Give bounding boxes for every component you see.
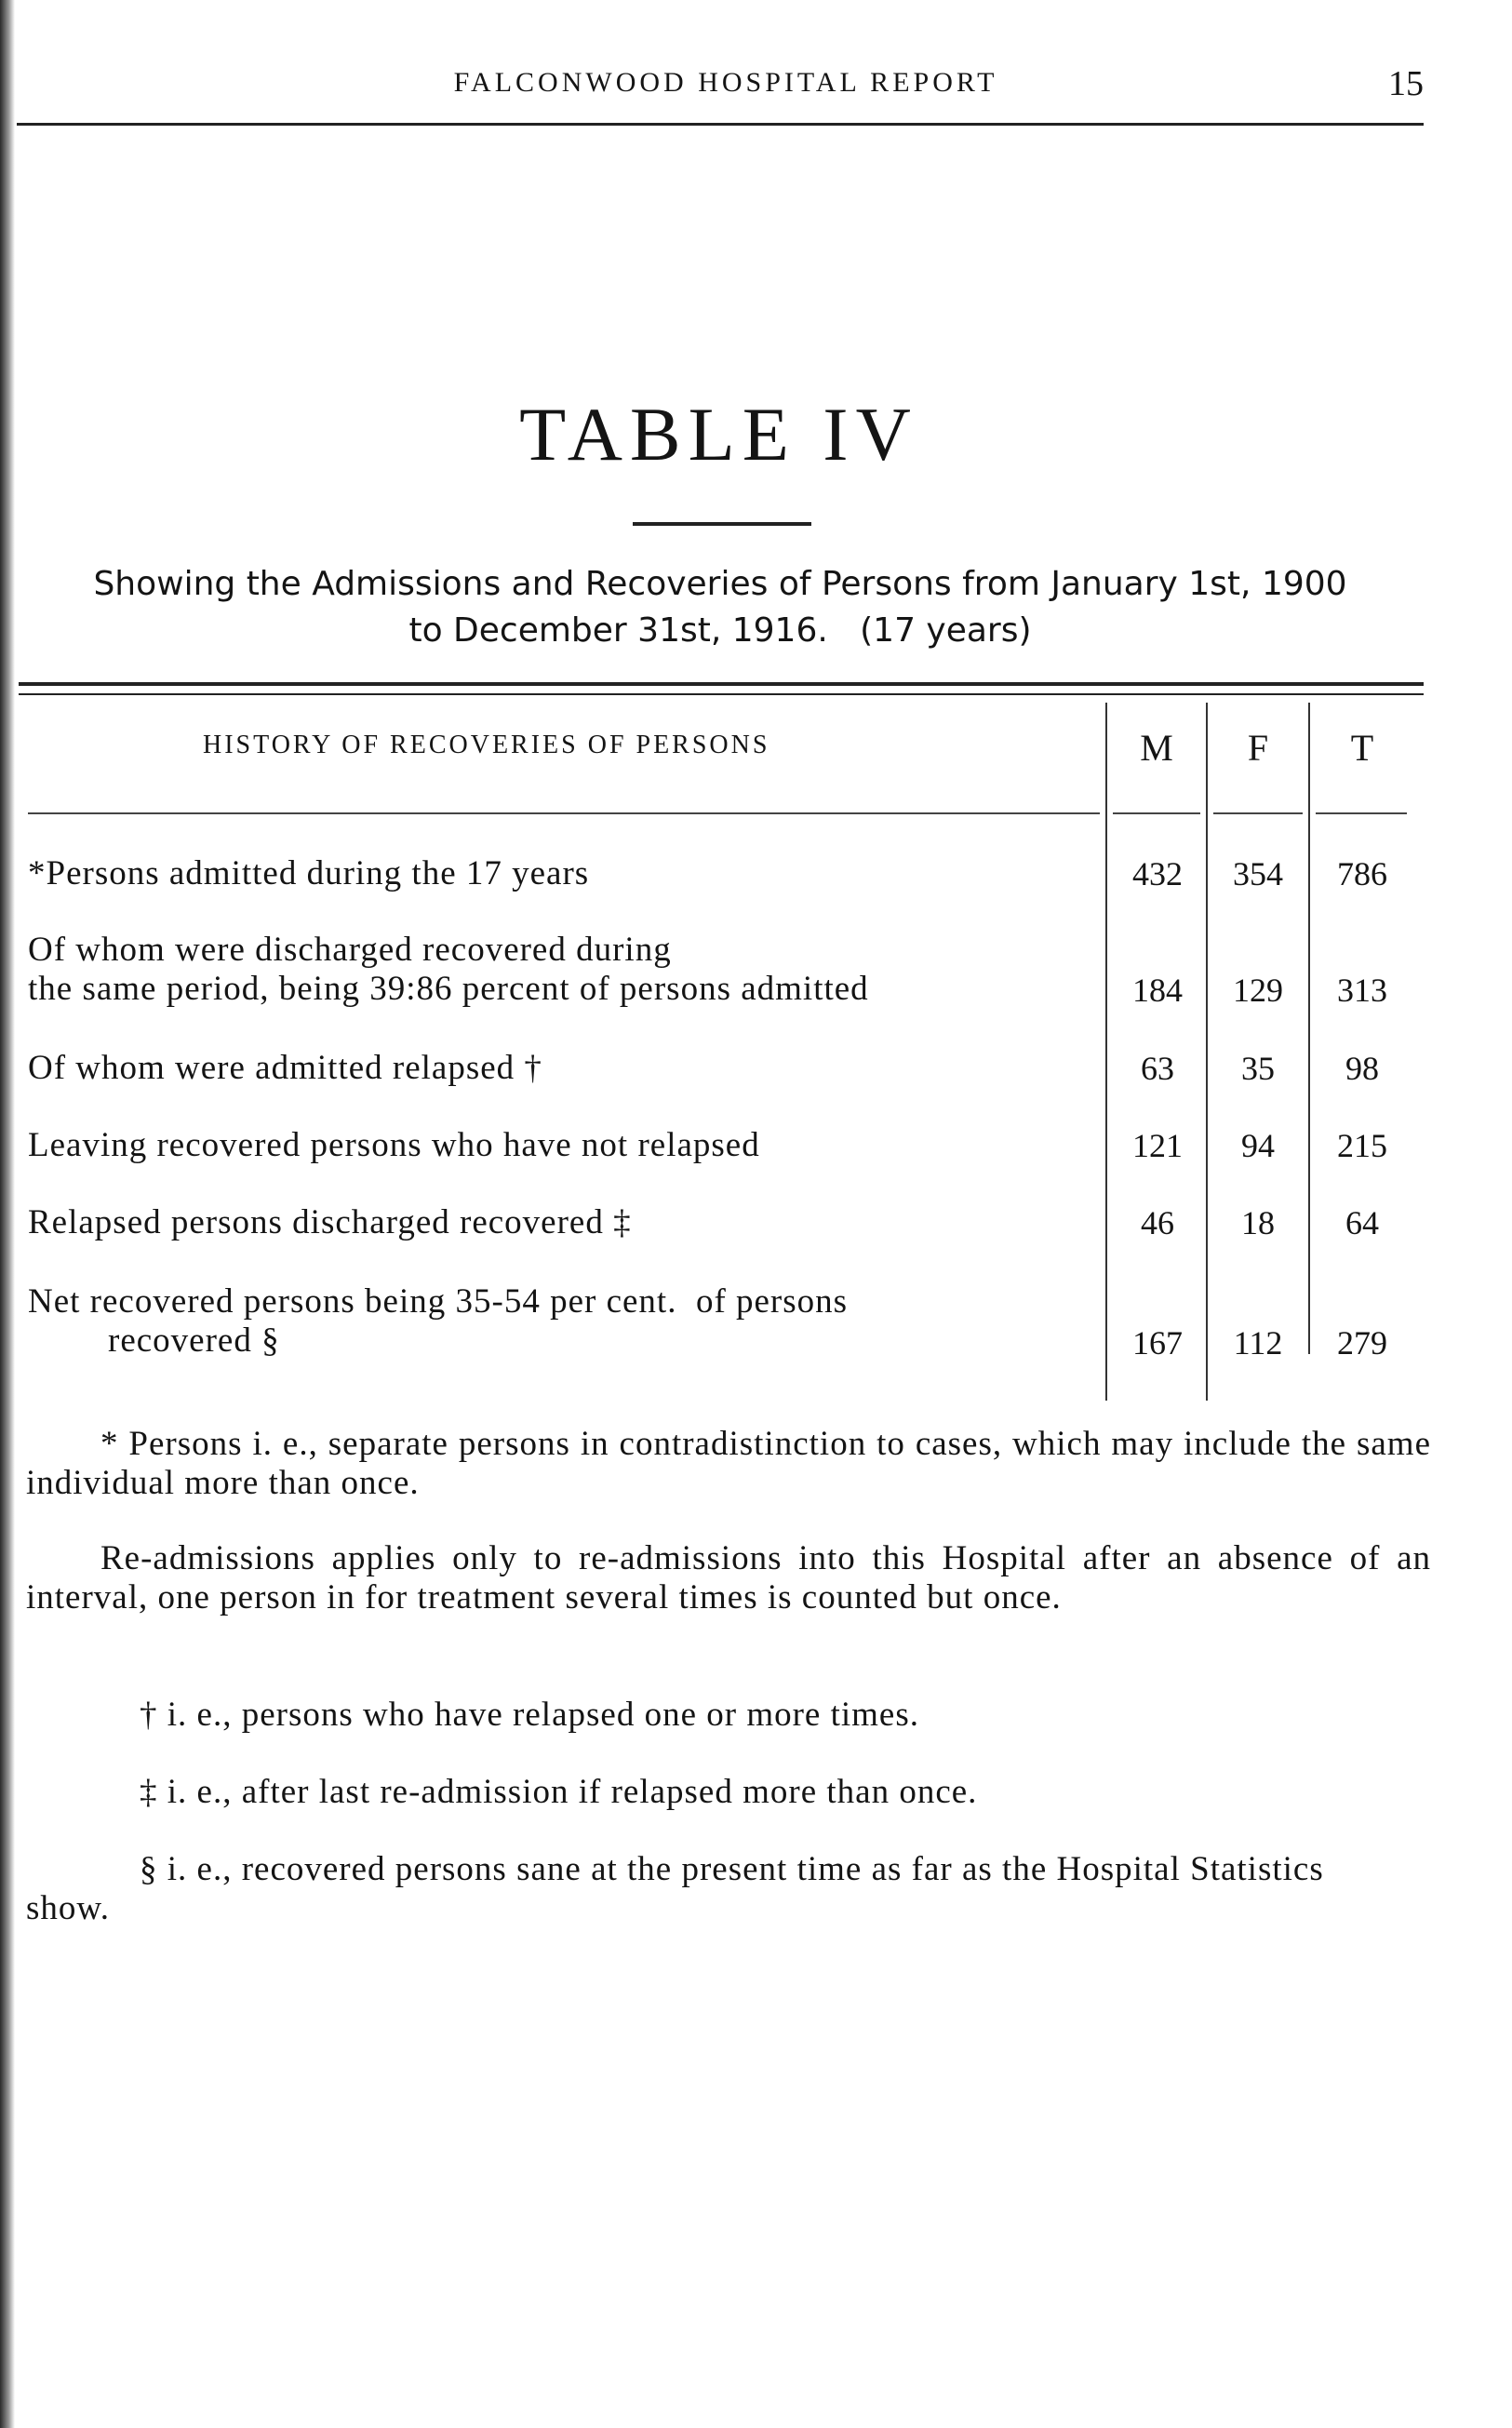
footnote-persons xyxy=(26,1425,1431,1503)
cell-t: 98 xyxy=(1345,1050,1379,1087)
row-label-line-1: Net recovered persons being 35-54 per cent. of persons xyxy=(28,1282,849,1321)
footnote-text: § i. e., recovered persons sane at the present time as far as the Hospital Statistics show. xyxy=(26,1850,1324,1927)
table-top-rule xyxy=(19,682,1424,686)
cell-t: 313 xyxy=(1337,972,1387,1009)
cell-m: 167 xyxy=(1132,1324,1183,1362)
header-rule xyxy=(17,123,1424,126)
header-separator-label xyxy=(28,812,1100,814)
cell-t: 786 xyxy=(1337,855,1387,892)
page-number: 15 xyxy=(1388,64,1424,103)
table-top-rule-thin xyxy=(19,693,1424,695)
cell-f: 35 xyxy=(1241,1050,1275,1087)
cell-f: 129 xyxy=(1233,972,1283,1009)
footnote-text: * Persons i. e., separate persons in contradistinction to cases, which may include the same individual more than once. xyxy=(26,1425,1431,1502)
footnote-section xyxy=(26,1850,1329,1928)
footnote-dagger xyxy=(26,1696,1431,1735)
running-header xyxy=(28,64,1424,114)
cell-t: 215 xyxy=(1337,1127,1387,1164)
column-divider-m xyxy=(1105,703,1107,1401)
cell-f: 354 xyxy=(1233,855,1283,892)
cell-m: 432 xyxy=(1132,855,1183,892)
header-separator-m xyxy=(1113,812,1200,814)
table-row-label: Relapsed persons discharged recovered ‡ xyxy=(28,1203,632,1241)
note-text: Re-admissions applies only to re-admissions into this Hospital after an absence of an interval, one person in for treatment several times is counted but once. xyxy=(26,1539,1431,1616)
table-subtitle xyxy=(17,561,1424,654)
column-header-f: F xyxy=(1247,727,1269,769)
cell-m: 184 xyxy=(1132,972,1183,1009)
table-row-label: Of whom were admitted relapsed † xyxy=(28,1049,542,1087)
column-divider-t xyxy=(1308,703,1310,1354)
cell-m: 46 xyxy=(1141,1204,1174,1241)
row-label-line-2: recovered § xyxy=(108,1321,280,1360)
header-separator-f xyxy=(1213,812,1303,814)
table-row-label xyxy=(28,1282,848,1361)
cell-f: 18 xyxy=(1241,1204,1275,1241)
subtitle-line-2: to December 31st, 1916. (17 years) xyxy=(408,611,1032,650)
table-row-label xyxy=(28,931,869,1009)
table-row-label: Leaving recovered persons who have not relapsed xyxy=(28,1126,760,1164)
subtitle-line-1: Showing the Admissions and Recoveries of Persons from January 1st, 1900 xyxy=(93,565,1347,603)
cell-t: 279 xyxy=(1337,1324,1387,1362)
cell-f: 112 xyxy=(1233,1324,1283,1362)
cell-m: 63 xyxy=(1141,1050,1174,1087)
footnote-double-dagger xyxy=(26,1773,1431,1812)
column-header-m: M xyxy=(1140,727,1173,769)
row-label-line-1: Of whom were discharged recovered during xyxy=(28,931,672,969)
table-row-label: *Persons admitted during the 17 years xyxy=(28,854,590,892)
scan-edge-shadow xyxy=(0,0,15,2428)
title-rule xyxy=(633,522,811,526)
column-divider-f xyxy=(1206,703,1208,1401)
column-header-history: HISTORY OF RECOVERIES OF PERSONS xyxy=(203,731,770,759)
cell-m: 121 xyxy=(1132,1127,1183,1164)
header-separator-t xyxy=(1316,812,1407,814)
footnote-text: † i. e., persons who have relapsed one or more times. xyxy=(140,1696,920,1734)
note-readmissions xyxy=(26,1539,1431,1617)
cell-f: 94 xyxy=(1241,1127,1275,1164)
footnote-text: ‡ i. e., after last re-admission if relapsed more than once. xyxy=(140,1773,978,1811)
row-label-line-2: the same period, being 39:86 percent of persons admitted xyxy=(28,970,869,1008)
running-title: FALCONWOOD HOSPITAL REPORT xyxy=(453,67,998,98)
table-title: TABLE IV xyxy=(519,392,918,476)
column-header-t: T xyxy=(1350,727,1374,769)
cell-t: 64 xyxy=(1345,1204,1379,1241)
